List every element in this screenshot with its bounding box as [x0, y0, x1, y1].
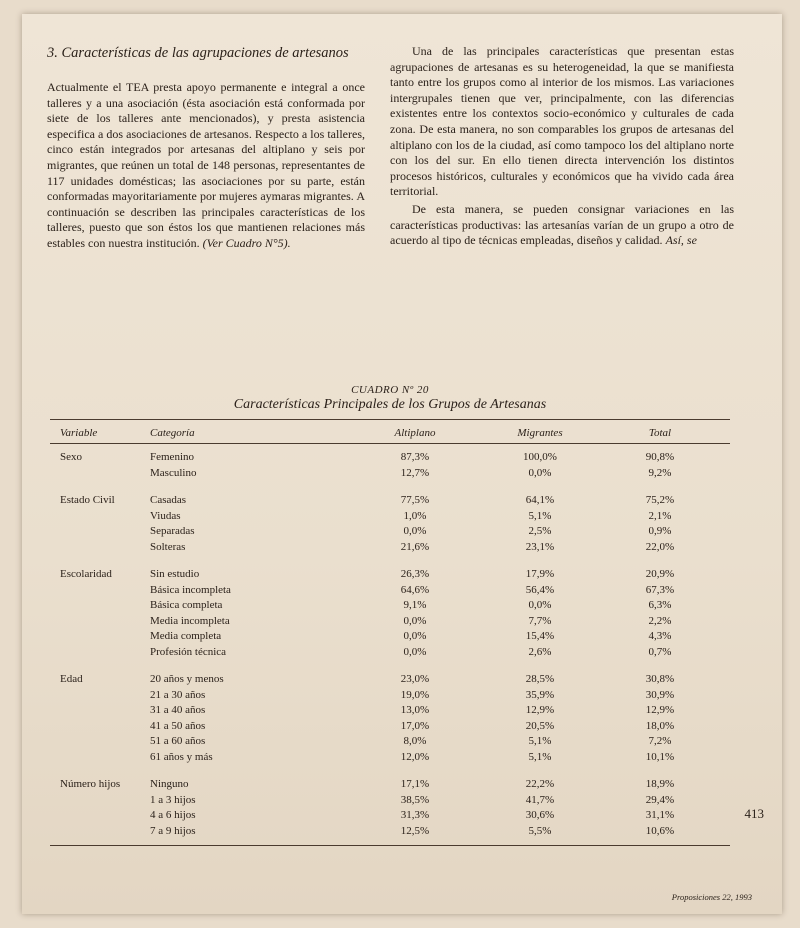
category-cell: 4 a 6 hijos	[150, 809, 196, 821]
right-column	[390, 44, 734, 251]
group-total	[590, 672, 730, 765]
header-category: Categoría	[150, 427, 195, 439]
value-cell: 17,0%	[400, 719, 430, 732]
value-cell: 22,2%	[525, 778, 555, 790]
value-cell: 2,6%	[528, 645, 552, 658]
group-variable	[50, 450, 150, 481]
section-heading: 3. Características de las agrupaciones de artesanos	[47, 45, 349, 61]
value-cell: 64,1%	[525, 494, 555, 506]
value-cell: 100,0%	[523, 451, 557, 463]
value-cell: 9,1%	[403, 599, 427, 611]
value-cell: 12,9%	[525, 704, 555, 716]
value-cell: 12,7%	[400, 466, 430, 479]
value-cell: 0,7%	[648, 645, 672, 658]
table-group	[50, 450, 730, 481]
right-paragraph-1: Una de las principales características que presentan estas agrupaciones de artesanas es su heterogeneidad, la que se manifiesta tanto entre los grupos como al interior de los mismos. Las variaciones intergrupales tienen que ver, principalmente, con las diferencias existentes entre los contextos socio-económico y culturales de cada zona. De esta manera, no son comparables los grupos de artesanas del altiplano con los de la ciudad, así como tampoco los del altiplano norte con los del sur. En ello tienen directa intervención los distintos procesos históricos, culturales y económicos que ha vivido cada área territorial.	[390, 44, 734, 199]
group-migrantes	[490, 777, 590, 839]
category-cell: 31 a 40 años	[150, 704, 206, 716]
value-cell: 0,0%	[403, 614, 427, 627]
group-migrantes	[490, 672, 590, 765]
value-cell: 0,0%	[528, 466, 552, 479]
variable-label: Edad	[60, 673, 83, 685]
group-altiplano	[340, 493, 490, 555]
table-number: CUADRO Nº 20	[351, 384, 429, 396]
value-cell: 67,3%	[645, 583, 675, 596]
group-total	[590, 777, 730, 839]
value-cell: 2,2%	[648, 614, 672, 627]
header-variable: Variable	[60, 427, 98, 439]
value-cell: 2,5%	[528, 525, 552, 537]
group-total	[590, 493, 730, 555]
left-paragraph: Actualmente el TEA presta apoyo permanente e integral a once talleres y a una asociación (ésta asociación está conformada por siete de los talleres ante mencionados), y presta asistencia especifica a dos asociaciones de artesanos. Respecto a los talleres, cinco están integrados por artesanas del altiplano y seis por migrantes, que reúnen un total de 148 personas, representantes de 117 unidades domésticas; las asociaciones por su parte, están conformadas mayoritariamente por mujeres aymaras migrantes. A continuación se describen las principales características de los talleres, puesto que son éstos los que mantienen relaciones más estables con nuestra institución. (Ver Cuadro N°5).	[47, 80, 365, 250]
category-cell: Femenino	[150, 451, 194, 463]
category-cell: Separadas	[150, 525, 195, 537]
header-total: Total	[648, 427, 672, 439]
value-cell: 5,1%	[528, 735, 552, 747]
variable-label: Número hijos	[60, 778, 121, 790]
category-cell: Viudas	[150, 509, 181, 522]
category-cell: 20 años y menos	[150, 673, 224, 685]
value-cell: 7,7%	[528, 614, 552, 627]
value-cell: 77,5%	[400, 494, 430, 506]
value-cell: 0,0%	[403, 645, 427, 658]
table-group	[50, 493, 730, 555]
variable-label: Sexo	[60, 451, 82, 463]
document-page	[22, 14, 782, 914]
value-cell: 30,6%	[525, 809, 555, 821]
page-number: 413	[744, 806, 764, 821]
value-cell: 56,4%	[525, 583, 555, 596]
group-altiplano	[340, 777, 490, 839]
category-cell: 1 a 3 hijos	[150, 793, 196, 806]
value-cell: 75,2%	[645, 494, 675, 506]
value-cell: 7,2%	[648, 735, 672, 747]
value-cell: 5,1%	[528, 750, 552, 763]
group-categories	[150, 672, 340, 765]
value-cell: 31,3%	[400, 809, 430, 821]
journal-footer: Proposiciones 22, 1993	[671, 892, 752, 902]
group-variable	[50, 493, 150, 555]
variable-label: Estado Civil	[60, 494, 115, 506]
value-cell: 29,4%	[645, 793, 675, 806]
value-cell: 0,0%	[403, 525, 427, 537]
value-cell: 87,3%	[400, 451, 430, 463]
group-migrantes	[490, 567, 590, 660]
value-cell: 12,9%	[645, 704, 675, 716]
value-cell: 38,5%	[400, 793, 430, 806]
value-cell: 19,0%	[400, 688, 430, 701]
table-group	[50, 777, 730, 839]
category-cell: Profesión técnica	[150, 645, 227, 658]
value-cell: 64,6%	[400, 583, 430, 596]
group-variable	[50, 567, 150, 660]
value-cell: 20,5%	[525, 719, 555, 732]
value-cell: 10,1%	[645, 750, 675, 763]
value-cell: 4,3%	[648, 630, 672, 642]
right-paragraph-2: De esta manera, se pueden consignar variaciones en las características productivas: las artesanías varían de un grupo a otro de acuerdo al tipo de técnicas empleadas, diseños y calidad. Así, se	[390, 201, 734, 248]
value-cell: 9,2%	[648, 466, 672, 479]
value-cell: 18,0%	[645, 719, 675, 732]
value-cell: 15,4%	[525, 630, 555, 642]
value-cell: 0,0%	[528, 599, 552, 611]
table-group	[50, 567, 730, 660]
value-cell: 17,9%	[525, 568, 555, 580]
category-cell: Sin estudio	[150, 568, 200, 580]
value-cell: 12,5%	[400, 824, 430, 837]
group-categories	[150, 450, 340, 481]
category-cell: 41 a 50 años	[150, 719, 206, 732]
group-total	[590, 450, 730, 481]
value-cell: 31,1%	[645, 809, 675, 821]
value-cell: 5,5%	[528, 824, 552, 837]
value-cell: 22,0%	[645, 540, 675, 553]
group-variable	[50, 672, 150, 765]
group-spacer	[50, 765, 730, 777]
category-cell: Masculino	[150, 466, 197, 479]
group-migrantes	[490, 493, 590, 555]
value-cell: 23,0%	[400, 673, 430, 685]
category-cell: 7 a 9 hijos	[150, 824, 196, 837]
value-cell: 0,0%	[403, 630, 427, 642]
value-cell: 26,3%	[400, 568, 430, 580]
group-spacer	[50, 481, 730, 493]
category-cell: Solteras	[150, 540, 186, 553]
table-group	[50, 672, 730, 765]
value-cell: 20,9%	[645, 568, 675, 580]
value-cell: 30,8%	[645, 673, 675, 685]
group-variable	[50, 777, 150, 839]
value-cell: 28,5%	[525, 673, 555, 685]
category-cell: Media incompleta	[150, 614, 230, 627]
table-section	[50, 384, 730, 846]
table-title: Características Principales de los Grupos de Artesanas	[233, 397, 547, 412]
value-cell: 35,9%	[525, 688, 555, 701]
value-cell: 0,9%	[648, 525, 672, 537]
category-cell: Ninguno	[150, 778, 189, 790]
right-paragraph-2-end: Así, se	[665, 233, 697, 248]
category-cell: 51 a 60 años	[150, 735, 206, 747]
table-bottom-rule	[50, 845, 730, 846]
group-spacer	[50, 555, 730, 567]
value-cell: 2,1%	[648, 509, 672, 522]
value-cell: 23,1%	[525, 540, 555, 553]
table-body	[50, 444, 730, 839]
category-cell: Media completa	[150, 630, 222, 642]
group-categories	[150, 567, 340, 660]
value-cell: 1,0%	[403, 509, 427, 522]
category-cell: Básica incompleta	[150, 583, 231, 596]
category-cell: 61 años y más	[150, 750, 213, 763]
group-migrantes	[490, 450, 590, 481]
value-cell: 21,6%	[400, 540, 430, 553]
group-altiplano	[340, 450, 490, 481]
category-cell: 21 a 30 años	[150, 688, 206, 701]
group-spacer	[50, 660, 730, 672]
value-cell: 18,9%	[645, 778, 675, 790]
value-cell: 30,9%	[645, 688, 675, 701]
value-cell: 8,0%	[403, 735, 427, 747]
category-cell: Casadas	[150, 494, 187, 506]
group-total	[590, 567, 730, 660]
value-cell: 5,1%	[528, 509, 552, 522]
left-column	[47, 44, 365, 254]
value-cell: 6,3%	[648, 599, 672, 611]
group-categories	[150, 777, 340, 839]
value-cell: 41,7%	[525, 793, 555, 806]
value-cell: 13,0%	[400, 704, 430, 716]
group-altiplano	[340, 567, 490, 660]
table-reference: (Ver Cuadro N°5).	[202, 235, 291, 250]
value-cell: 90,8%	[645, 451, 675, 463]
table-header	[50, 420, 730, 443]
category-cell: Básica completa	[150, 599, 223, 611]
group-categories	[150, 493, 340, 555]
header-altiplano: Altiplano	[394, 427, 436, 439]
value-cell: 10,6%	[645, 824, 675, 837]
value-cell: 12,0%	[400, 750, 430, 763]
header-migrantes: Migrantes	[517, 427, 563, 439]
group-altiplano	[340, 672, 490, 765]
value-cell: 17,1%	[400, 778, 430, 790]
variable-label: Escolaridad	[60, 568, 112, 580]
